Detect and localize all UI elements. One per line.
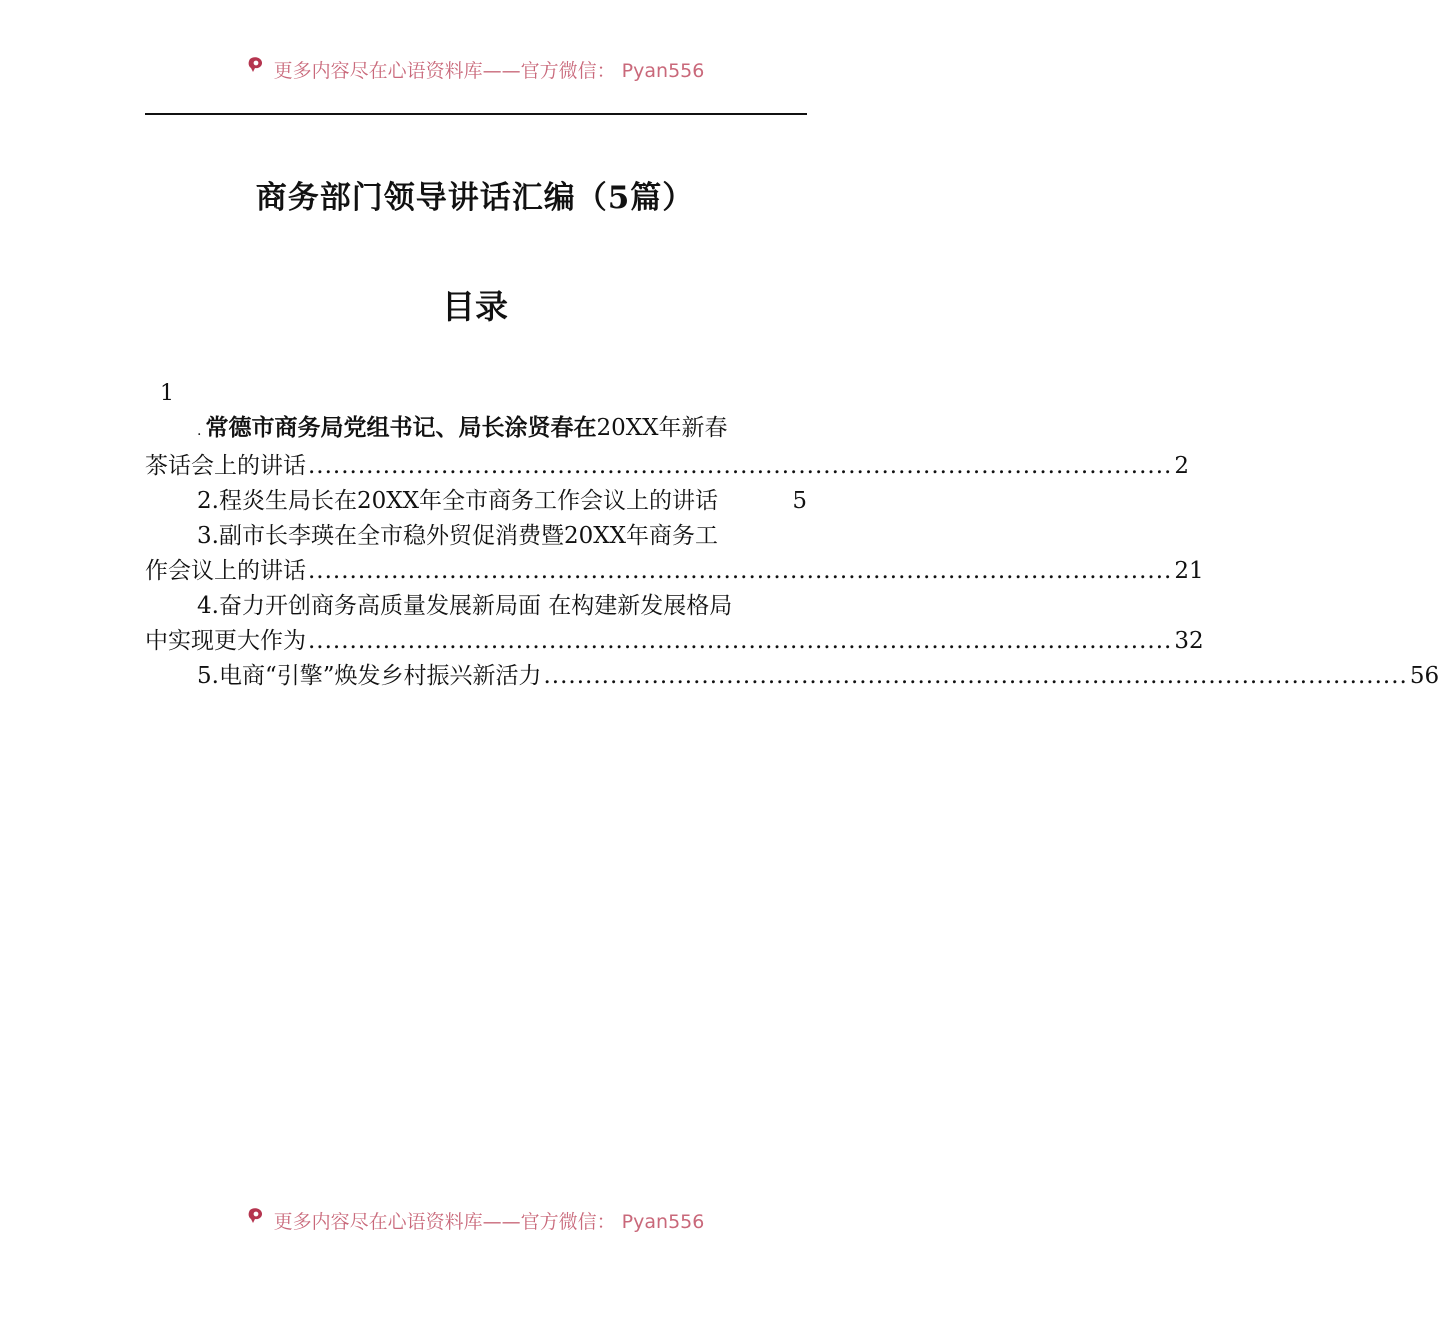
toc-entry-2[interactable] [145, 484, 807, 519]
toc-entry-3-page: 21 [1174, 558, 1204, 584]
toc-entry-1-number: 1 [160, 381, 174, 406]
toc-leader-dots: ........................................................................................................ [308, 628, 1173, 654]
toc-entry-1-continuation[interactable] [145, 449, 1189, 484]
footer-watermark-text: 更多内容尽在心语资料库——官方微信： Pyan556 [273, 1211, 705, 1233]
toc-leader-dots: ........................................................................................................ [308, 453, 1173, 479]
toc-leader-dots: ........................................................................................................ [308, 558, 1173, 584]
logo-icon [246, 54, 268, 85]
toc-entry-1-title-line2: 茶话会上的讲话 [145, 453, 306, 479]
toc-entry-5-page: 56 [1409, 663, 1439, 689]
toc-entry-1-title-rest: 20XX年新春 [596, 415, 728, 441]
toc-entry-4[interactable] [145, 589, 807, 624]
toc-entry-2-title: 2.程炎生局长在20XX年全市商务工作会议上的讲话 [197, 488, 718, 514]
toc-entry-3-title-line2: 作会议上的讲话 [145, 558, 306, 584]
toc-entry-1-page: 2 [1174, 453, 1189, 479]
toc-entry-3-continuation[interactable] [145, 554, 1204, 589]
toc-entry-3-title: 3.副市长李瑛在全市稳外贸促消费暨20XX年商务工 [197, 523, 718, 549]
header-watermark [0, 56, 950, 86]
toc-entry-1-bold-title: 常德市商务局党组书记、局长涂贤春在 [205, 415, 597, 441]
toc-entry-3[interactable] [145, 519, 807, 554]
document-title: 商务部门领导讲话汇编（5篇） [255, 180, 695, 216]
toc-heading: 目录 [442, 287, 508, 326]
toc-entry-4-title: 4.奋力开创商务高质量发展新局面 在构建新发展格局 [197, 593, 733, 619]
toc-entry-4-page: 32 [1174, 628, 1204, 654]
logo-icon [246, 1205, 268, 1236]
toc-entry-4-continuation[interactable] [145, 624, 1204, 659]
header-watermark-text: 更多内容尽在心语资料库——官方微信： Pyan556 [273, 60, 705, 82]
toc-entry-5-title: 5.电商“引擎”焕发乡村振兴新活力 [197, 663, 542, 689]
toc-entry-1-prefix: . [197, 423, 202, 439]
toc-entry-2-page: 5 [792, 488, 807, 514]
toc-entry-5[interactable] [145, 659, 1439, 694]
toc-entry-1[interactable] [145, 411, 807, 449]
header-rule [145, 113, 807, 115]
footer-watermark [0, 1207, 950, 1237]
toc-entry-4-title-line2: 中实现更大作为 [145, 628, 306, 654]
toc-leader-dots: ........................................................................................................ [543, 663, 1408, 689]
table-of-contents [145, 376, 1439, 694]
